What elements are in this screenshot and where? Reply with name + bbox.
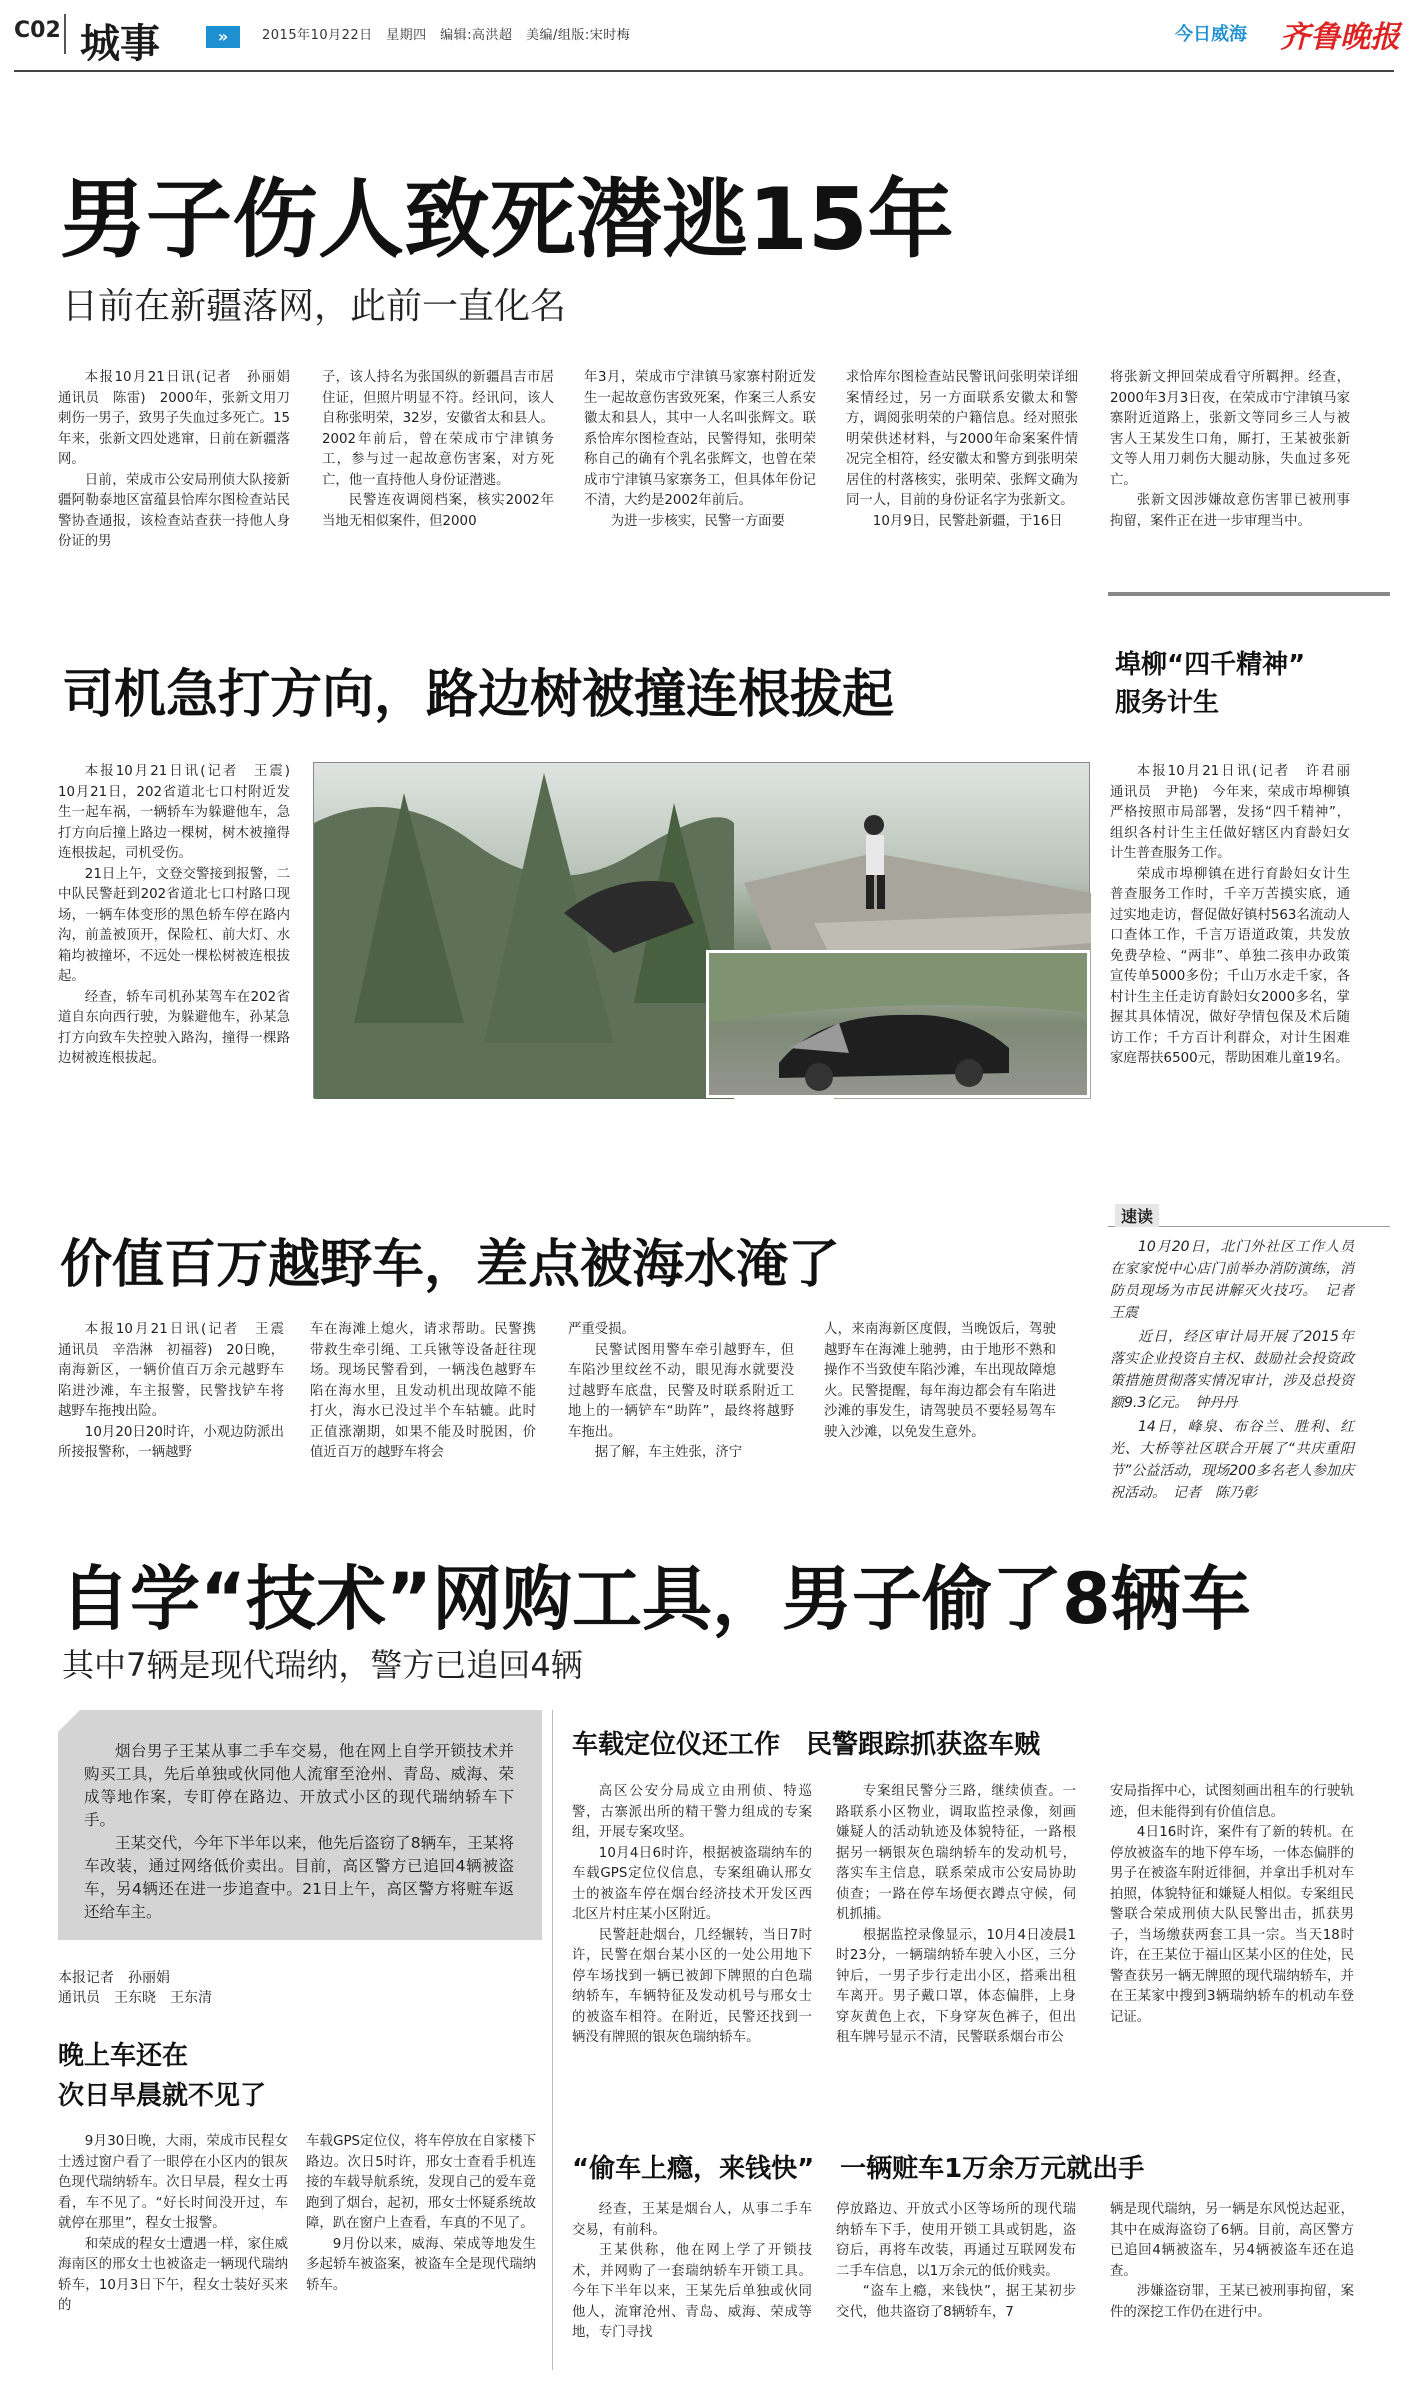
story3-column-3 <box>568 1320 794 1550</box>
paragraph: 停放路边、开放式小区等场所的现代瑞纳轿车下手，使用开锁工具或钥匙，盗窃后，再将车改装，再通过互联网发布二手车信息，以1万余元的低价贱卖。 <box>836 2202 1076 2279</box>
paragraph: 10月9日，民警赴新疆，于16日 <box>872 513 1063 529</box>
lead-text <box>84 1740 514 1924</box>
paragraph: 严重受损。 <box>568 1322 635 1337</box>
quick-read-item: 10月20日，北门外社区工作人员在家家悦中心店门前举办消防演练，消防员现场为市民讲解灭火技巧。 记者 王震 <box>1110 1239 1368 1321</box>
paragraph: 涉嫌盗窃罪，王某已被刑事拘留，案件的深挖工作仍在进行中。 <box>1110 2284 1354 2320</box>
byline <box>58 1968 212 2008</box>
paragraph: 子，该人持名为张国纵的新疆昌吉市居住证，但照片明显不符。经讯问，该人自称张明荣，32岁，安徽省太和县人。2002年前后，曾在荣成市宁津镇务工，参与过一起故意伤害案，对方死亡，他一直持他人身份证潜逃。 <box>322 370 554 488</box>
story3-column-4 <box>824 1320 1056 1550</box>
paragraph: 根据监控录像显示，10月4日凌晨1时23分，一辆瑞纳轿车驶入小区，三分钟后，一男子步行走出小区，搭乘出租车离开。男子戴口罩，体态偏胖，上身穿灰黄色上衣，下身穿灰色裤子，但出租车牌号显示不清，民警联系烟台市公 <box>836 1927 1076 2045</box>
paragraph: 本报10月21日讯(记者 许君丽 通讯员 尹艳) 今年来，荣成市埠柳镇严格按照市局部署，发扬“四千精神”，组织各村计生主任做好辖区内育龄妇女计生普查服务工作。 <box>1110 764 1364 861</box>
story1-column-5 <box>1110 368 1350 568</box>
story1-column-4 <box>846 368 1078 528</box>
sub3-column-1 <box>572 2200 812 2372</box>
sub1-column-1 <box>58 2132 288 2370</box>
paragraph: 据了解，车主姓张，济宁 <box>594 1445 743 1460</box>
paragraph: 车在海滩上熄火，请求帮助。民警携带救生牵引绳、工兵锹等设备赶往现场。现场民警看到，一辆浅色越野车陷在海水里，且发动机出现故障不能打火，海水已没过半个车轱辘。此时正值涨潮期，如果不能及时脱困，价值近百万的越野车将会 <box>310 1322 536 1460</box>
paragraph: “盗车上瘾，来钱快”，据王某初步交代，他共盗窃了8辆轿车，7 <box>836 2284 1076 2320</box>
story3-column-1 <box>58 1320 298 1550</box>
story3-headline: 价值百万越野车，差点被海水淹了 <box>60 1235 841 1295</box>
sub3-column-3 <box>1110 2200 1354 2372</box>
paragraph: 9月30日晚，大雨，荣成市民程女士透过窗户看了一眼停在小区内的银灰色现代瑞纳轿车。次日早晨，程女士再看，车不见了。“好长时间没开过，车就停在那里”，程女士报警。 <box>58 2134 288 2231</box>
paragraph: 为进一步核实，民警一方面要 <box>610 513 785 529</box>
story1-headline: 男子伤人致死潜逃15年 <box>60 170 954 270</box>
crashed-car-inset-photo <box>706 950 1090 1098</box>
paragraph: 辆是现代瑞纳，另一辆是东风悦达起亚，其中在威海盗窃了6辆。目前，高区警方已追回4辆被盗车，另4辆被盗车还在追查。 <box>1110 2202 1354 2279</box>
paragraph: 本报10月21日讯(记者 王震 通讯员 辛浩淋 初福蓉) 20日晚，南海新区，一辆价值百万余元越野车陷进沙滩，车主报警，民警找铲车将越野车拖拽出险。 <box>58 1322 298 1419</box>
sub3-headline: “偷车上瘾，来钱快” 一辆赃车1万余万元就出手 <box>572 2154 1145 2184</box>
paragraph: 经查，轿车司机孙某驾车在202省道自东向西行驶，为躲避他车，孙某急打方向致车失控驶入路沟，撞得一棵路边树被连根拔起。 <box>58 989 290 1066</box>
page-number: C02 <box>14 18 61 43</box>
column-divider <box>1108 592 1390 596</box>
section-title: 城事 <box>80 20 160 67</box>
byline-reporter: 本报记者 孙丽娟 <box>58 1970 170 1986</box>
side-story-headline-line: 服务计生 <box>1115 688 1220 718</box>
story1-column-3 <box>584 368 816 528</box>
paragraph: 10月4日6时许，根据被盗瑞纳车的车载GPS定位仪信息，专案组确认邢女士的被盗车停在烟台经济技术开发区西北区片村庄某小区附近。 <box>572 1845 812 1922</box>
quick-read-item: 14日，峰泉、布谷兰、胜利、红光、大桥等社区联合开展了“共庆重阳节”公益活动，现场200多名老人参加庆祝活动。 记者 陈乃彰 <box>1110 1419 1354 1501</box>
paragraph: 张新文因涉嫌故意伤害罪已被刑事拘留，案件正在进一步审理当中。 <box>1110 493 1350 529</box>
side-story-body <box>1110 762 1364 1137</box>
paragraph: 民警赶赴烟台，几经辗转，当日7时许，民警在烟台某小区的一处公用地下停车场找到一辆已被卸下牌照的白色瑞纳轿车，车辆特征及发动机号与邢女士的被盗车相符。在附近，民警还找到一辆没有牌照的银灰色瑞纳轿车。 <box>572 1927 812 2045</box>
paragraph: 民警试图用警车牵引越野车，但车陷沙里纹丝不动，眼见海水就要没过越野车底盘，民警及时联系附近工地上的一辆铲车“助阵”，最终将越野车拖出。 <box>568 1342 794 1440</box>
paragraph: 9月份以来，威海、荣成等地发生多起轿车被盗案，被盗车全是现代瑞纳轿车。 <box>306 2236 536 2293</box>
paragraph: 安局指挥中心，试图刻画出租车的行驶轨迹，但未能得到有价值信息。 <box>1110 1784 1354 1820</box>
side-story-headline-line: 埠柳“四千精神” <box>1115 650 1306 680</box>
byline-correspondents: 通讯员 王东晓 王东清 <box>58 1990 212 2006</box>
sub2-headline: 车载定位仪还工作 民警跟踪抓获盗车贼 <box>572 1730 1041 1760</box>
sub3-column-2 <box>836 2200 1076 2372</box>
paragraph: 年3月，荣成市宁津镇马家寨村附近发生一起故意伤害致死案，作案三人系安徽太和县人，其中一人名叫张辉文。联系恰库尔图检查站，民警得知，张明荣称自己的确有个乳名张辉文，也曾在荣成市宁津镇马家寨务工，但具体年份记不清，大约是2002年前后。 <box>584 370 816 508</box>
column-divider <box>552 1710 553 2370</box>
story1-column-1 <box>58 368 304 549</box>
paragraph: 21日上午，文登交警接到报警，二中队民警赶到202省道北七口村路口现场，一辆车体变形的黑色轿车停在路内沟，前盖被顶开，保险杠、前大灯、水箱均被撞坏，不远处一棵松树被连根拔起。 <box>58 866 290 984</box>
quick-read-item: 近日，经区审计局开展了2015年落实企业投资自主权、鼓励社会投资政策措施贯彻落实情况审计，涉及总投资额9.3亿元。 钟丹丹 <box>1110 1329 1354 1411</box>
story2-column <box>58 762 304 1142</box>
paragraph: 本报10月21日讯(记者 王震) 10月21日，202省道北七口村附近发生一起车祸，一辆轿车为躲避他车，急打方向后撞上路边一棵树，树木被撞得连根拔起，司机受伤。 <box>58 764 304 861</box>
paragraph: 烟台男子王某从事二手车交易，他在网上自学开锁技术并购买工具，先后单独或伙同他人流窜至沧州、青岛、威海、荣成等地作案，专盯停在路边、开放式小区的现代瑞纳轿车下手。 <box>84 1742 514 1829</box>
sub1-column-2 <box>306 2132 536 2370</box>
sub2-column-3 <box>1110 1782 1354 2122</box>
paragraph: 10月20日20时许，小观边防派出所接报警称，一辆越野 <box>58 1424 284 1460</box>
story4-subheadline: 其中7辆是现代瑞纳，警方已追回4辆 <box>62 1646 583 1684</box>
paragraph: 王某交代，今年下半年以来，他先后盗窃了8辆车，王某将车改装，通过网络低价卖出。目前，高区警方已追回4辆被盗车，另4辆还在进一步追查中。21日上午，高区警方将赃车返还给车主。 <box>84 1834 514 1921</box>
sub2-column-2 <box>836 1782 1076 2122</box>
paragraph: 经查，王某是烟台人，从事二手车交易，有前科。 <box>572 2202 812 2238</box>
side-story-headline <box>1115 646 1305 722</box>
paragraph: 车载GPS定位仪，将车停放在自家楼下路边。次日5时许，邢女士查看手机连接的车载导航系统，发现自己的爱车竟跑到了烟台，起初，邢女士怀疑系统故障，趴在窗户上查看，车真的不见了。 <box>306 2134 536 2231</box>
sub2-column-1 <box>572 1782 812 2122</box>
story1-subheadline: 日前在新疆落网，此前一直化名 <box>62 286 567 327</box>
story2-headline: 司机急打方向，路边树被撞连根拔起 <box>62 665 895 725</box>
paragraph: 荣成市埠柳镇在进行育龄妇女计生普查服务工作时，千辛万苦摸实底，通过实地走访，督促做好镇村563名流动人口查体工作，千言万语道政策，共发放免费孕检、“两非”、单独二孩申办政策宣传单5000多份；千山万水走千家，各村计生主任走访育龄妇女2000多名，掌握其具体情况，做好孕情包保及术后随访工作；千方百计利群众，对计生困难家庭帮扶6500元，帮助困难儿童19名。 <box>1110 866 1350 1066</box>
paragraph: 和荣成的程女士遭遇一样，家住威海南区的邢女士也被盗走一辆现代瑞纳轿车，10月3日下午，程女士装好买来的 <box>58 2236 288 2313</box>
sub1-headline-line: 晚上车还在 <box>58 2041 189 2071</box>
paragraph: 专案组民警分三路，继续侦查。一路联系小区物业，调取监控录像，刻画嫌疑人的活动轨迹及体貌特征，一路根据另一辆银灰色瑞纳轿车的发动机号，落实车主信息，联系荣成市公安局协助侦查；一路在停车场便衣蹲点守候，伺机抓捕。 <box>836 1784 1076 1922</box>
paragraph: 民警连夜调阅档案，核实2002年当地无相似案件，但2000 <box>322 493 554 529</box>
story4-headline: 自学“技术”网购工具，男子偷了8辆车 <box>60 1558 1251 1640</box>
paragraph: 本报10月21日讯(记者 孙丽娟 通讯员 陈雷) 2000年，张新文用刀刺伤一男子，致男子失血过多死亡。15年来，张新文四处逃窜，日前在新疆落网。 <box>58 370 304 467</box>
paper-section-name: 今日威海 <box>1175 24 1247 45</box>
story1-column-2 <box>322 368 554 528</box>
header-divider <box>64 14 66 54</box>
crashed-car-illustration <box>709 953 1087 1095</box>
sub1-headline-line: 次日早晨就不见了 <box>58 2081 267 2111</box>
quick-read-label: 速读 <box>1115 1204 1159 1227</box>
lead-box-notch <box>58 1710 80 1732</box>
paragraph: 高区公安分局成立由刑侦、特巡警，古寨派出所的精干警力组成的专案组，开展专案攻坚。 <box>572 1784 812 1840</box>
newspaper-logo: 齐鲁晚报 <box>1280 20 1400 55</box>
header-rule <box>14 70 1394 72</box>
paragraph: 将张新文押回荣成看守所羁押。经查，2000年3月3日夜，在荣成市宁津镇马家寨附近道路上，张新文等同乡三人与被害人王某发生口角，厮打，王某被张新文等人用刀刺伤大腿动脉，失血过多死亡。 <box>1110 370 1350 488</box>
sub1-headline <box>58 2036 266 2116</box>
section-arrow-icon: » <box>206 26 240 48</box>
paragraph: 求恰库尔图检查站民警讯问张明荣详细案情经过，另一方面联系安徽太和警方，调阅张明荣的户籍信息。经对照张明荣供述材料，与2000年命案案件情况完全相符，经安徽太和警方到张明荣居住的村落核实，张明荣、张辉文确为同一人，目前的身份证名字为张新文。 <box>846 370 1078 508</box>
header-meta: 2015年10月22日 星期四 编辑:高洪超 美编/组版:宋时梅 <box>262 28 631 43</box>
paragraph: 日前，荣成市公安局刑侦大队接新疆阿勒泰地区富蕴县恰库尔图检查站民警协查通报，该检查站查获一持他人身份证的男 <box>58 472 290 549</box>
quick-read-list <box>1110 1236 1368 1506</box>
story3-column-2 <box>310 1320 536 1550</box>
paragraph: 人，来南海新区度假，当晚饭后，驾驶越野车在海滩上驰骋，由于地形不熟和操作不当致使车陷沙滩，车出现故障熄火。民警提醒，每年海边都会有车陷进沙滩的事发生，请驾驶员不要轻易驾车驶入沙滩，以免发生意外。 <box>824 1322 1056 1440</box>
paragraph: 王某供称，他在网上学了开锁技术，并网购了一套瑞纳轿车开锁工具。今年下半年以来，王某先后单独或伙同他人，流窜沧州、青岛、威海、荣成等地，专门寻找 <box>572 2243 812 2340</box>
paragraph: 4日16时许，案件有了新的转机。在停放被盗车的地下停车场，一体态偏胖的男子在被盗车附近徘徊，并拿出手机对车拍照，体貌特征和嫌疑人相似。专案组民警联合荣成刑侦大队民警出击，抓获男子，当场缴获两套工具一宗。当天18时许，在王某位于福山区某小区的住处，民警查获另一辆无牌照的现代瑞纳轿车，并在王某家中搜到3辆瑞纳轿车的机动车登记证。 <box>1110 1825 1354 2025</box>
